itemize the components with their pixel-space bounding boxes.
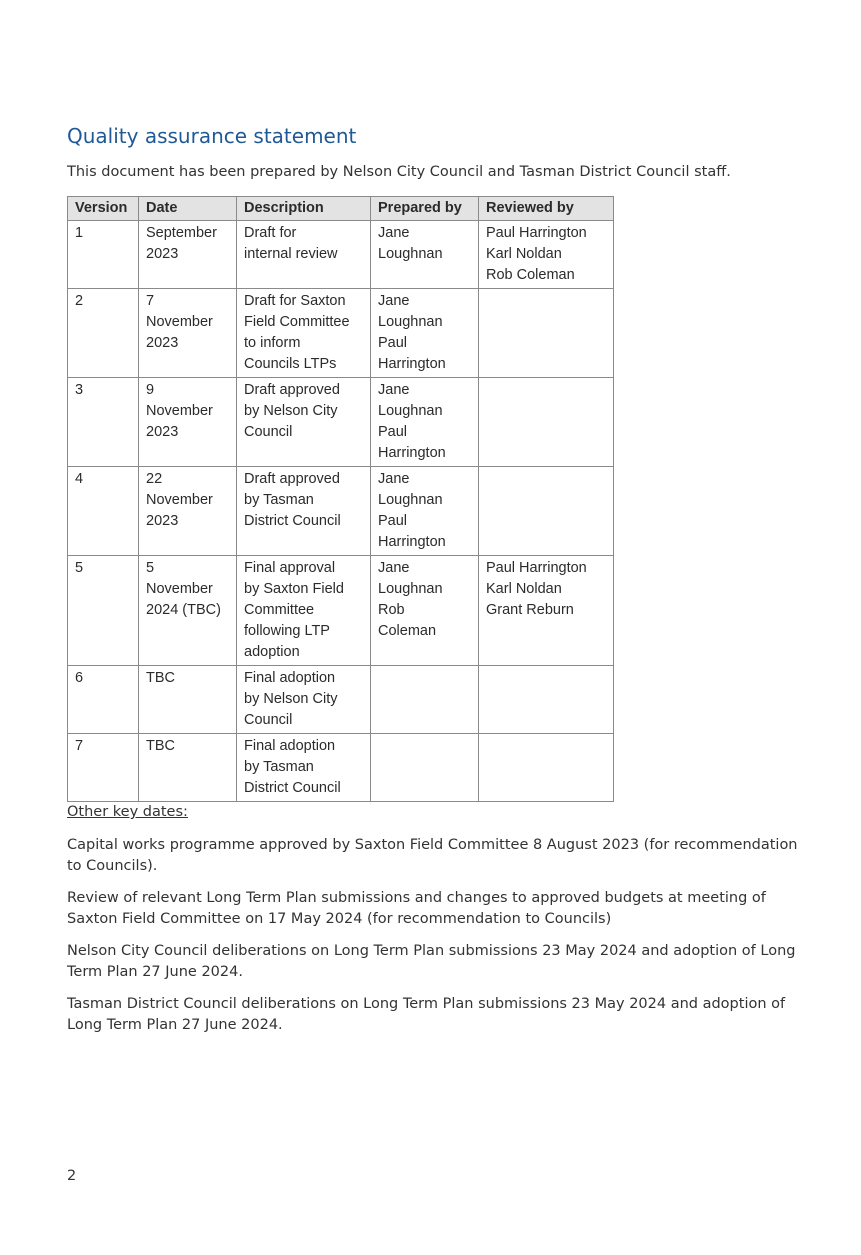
- cell-description-line: Council: [244, 712, 293, 728]
- header-version: Version: [68, 197, 139, 221]
- key-date-item: Tasman District Council deliberations on Long Term Plan submissions 23 May 2024 and adoption of Long Term Plan 27 June 2024.: [67, 996, 786, 1033]
- key-dates-section: [67, 802, 807, 1047]
- cell-reviewed-by: [479, 221, 614, 289]
- cell-version: 3: [68, 378, 139, 467]
- cell-date-line: 2023: [146, 513, 179, 529]
- page-title: Quality assurance statement: [67, 124, 357, 148]
- cell-description-line: by Saxton Field: [244, 581, 344, 597]
- cell-prepared-by-line: Jane: [378, 225, 410, 241]
- cell-prepared-by-line: Loughnan: [378, 403, 443, 419]
- cell-prepared-by: [371, 221, 479, 289]
- cell-description: [237, 289, 371, 378]
- table-header-row: [68, 197, 614, 221]
- cell-description-line: by Nelson City: [244, 403, 338, 419]
- cell-description-line: Draft for Saxton: [244, 293, 346, 309]
- cell-description-line: District Council: [244, 513, 341, 529]
- cell-description: [237, 221, 371, 289]
- key-date-item: Review of relevant Long Term Plan submissions and changes to approved budgets at meeting of Saxton Field Committee on 17 May 2024 (for recommendation to Councils): [67, 890, 766, 927]
- cell-prepared-by: [371, 467, 479, 556]
- cell-description-line: Draft for: [244, 225, 297, 241]
- cell-prepared-by-line: Loughnan: [378, 246, 443, 262]
- quality-assurance-table: [67, 196, 614, 802]
- cell-prepared-by-line: Harrington: [378, 534, 446, 550]
- cell-date: [139, 467, 237, 556]
- cell-prepared-by: [371, 289, 479, 378]
- cell-prepared-by: [371, 378, 479, 467]
- cell-date-line: November: [146, 492, 213, 508]
- cell-date-line: November: [146, 581, 213, 597]
- cell-prepared-by-line: Jane: [378, 471, 410, 487]
- cell-date-line: November: [146, 403, 213, 419]
- cell-prepared-by: [371, 556, 479, 666]
- cell-reviewed-by: [479, 467, 614, 556]
- header-prepared-by: Prepared by: [371, 197, 479, 221]
- cell-date: [139, 734, 237, 802]
- cell-date: [139, 378, 237, 467]
- cell-description-line: District Council: [244, 780, 341, 796]
- cell-description-line: by Tasman: [244, 492, 314, 508]
- cell-description: [237, 734, 371, 802]
- cell-description: [237, 467, 371, 556]
- table-row: [68, 289, 614, 378]
- cell-prepared-by-line: Loughnan: [378, 492, 443, 508]
- key-date-item: Capital works programme approved by Saxton Field Committee 8 August 2023 (for recommendation to Councils).: [67, 837, 798, 874]
- cell-date-line: 2024 (TBC): [146, 602, 221, 618]
- cell-date-line: November: [146, 314, 213, 330]
- cell-description-line: by Nelson City: [244, 691, 338, 707]
- cell-date: [139, 556, 237, 666]
- cell-description-line: Council: [244, 424, 293, 440]
- table-row: [68, 221, 614, 289]
- cell-description-line: internal review: [244, 246, 338, 262]
- cell-reviewed-by-line: Paul Harrington: [486, 225, 587, 241]
- cell-date-line: TBC: [146, 670, 175, 686]
- cell-date: [139, 289, 237, 378]
- cell-date-line: 2023: [146, 424, 179, 440]
- cell-date-line: TBC: [146, 738, 175, 754]
- cell-description-line: following LTP: [244, 623, 330, 639]
- cell-description: [237, 378, 371, 467]
- cell-reviewed-by: [479, 378, 614, 467]
- table-row: [68, 734, 614, 802]
- cell-description: [237, 556, 371, 666]
- cell-reviewed-by-line: Karl Noldan: [486, 246, 562, 262]
- cell-date-line: 2023: [146, 335, 179, 351]
- header-reviewed-by: Reviewed by: [479, 197, 614, 221]
- cell-date-line: 9: [146, 382, 155, 398]
- cell-version: 2: [68, 289, 139, 378]
- cell-prepared-by: [371, 734, 479, 802]
- cell-description-line: Final approval: [244, 560, 336, 576]
- cell-version: 4: [68, 467, 139, 556]
- cell-date-line: 7: [146, 293, 155, 309]
- header-date: Date: [139, 197, 237, 221]
- table-row: [68, 467, 614, 556]
- cell-version: 5: [68, 556, 139, 666]
- cell-prepared-by-line: Loughnan: [378, 314, 443, 330]
- cell-description-line: Field Committee: [244, 314, 350, 330]
- cell-description-line: adoption: [244, 644, 300, 660]
- key-date-item: Nelson City Council deliberations on Long Term Plan submissions 23 May 2024 and adoption of Long Term Plan 27 June 2024.: [67, 943, 796, 980]
- cell-description-line: to inform: [244, 335, 301, 351]
- cell-prepared-by-line: Paul: [378, 424, 408, 440]
- key-dates-list: [67, 835, 807, 1035]
- cell-prepared-by-line: Jane: [378, 382, 410, 398]
- intro-text: This document has been prepared by Nelson City Council and Tasman District Council staff.: [67, 164, 731, 180]
- page-number: 2: [67, 1168, 77, 1184]
- cell-reviewed-by-line: Rob Coleman: [486, 267, 575, 283]
- cell-prepared-by-line: Jane: [378, 293, 410, 309]
- cell-description-line: Committee: [244, 602, 315, 618]
- cell-description-line: Draft approved: [244, 382, 340, 398]
- cell-date: [139, 221, 237, 289]
- cell-date-line: 5: [146, 560, 155, 576]
- cell-prepared-by-line: Paul: [378, 335, 408, 351]
- table-row: [68, 666, 614, 734]
- cell-description-line: Councils LTPs: [244, 356, 337, 372]
- cell-reviewed-by-line: Paul Harrington: [486, 560, 587, 576]
- cell-prepared-by-line: Harrington: [378, 445, 446, 461]
- cell-prepared-by-line: Loughnan: [378, 581, 443, 597]
- key-dates-heading: Other key dates:: [67, 804, 188, 820]
- cell-reviewed-by: [479, 734, 614, 802]
- cell-date-line: 22: [146, 471, 163, 487]
- cell-prepared-by-line: Paul: [378, 513, 408, 529]
- cell-description-line: Final adoption: [244, 670, 336, 686]
- cell-reviewed-by: [479, 556, 614, 666]
- cell-reviewed-by-line: Grant Reburn: [486, 602, 574, 618]
- cell-prepared-by-line: Harrington: [378, 356, 446, 372]
- cell-reviewed-by: [479, 666, 614, 734]
- cell-prepared-by-line: Rob: [378, 602, 405, 618]
- table-body: [68, 221, 614, 802]
- cell-version: 1: [68, 221, 139, 289]
- table-row: [68, 378, 614, 467]
- cell-date: [139, 666, 237, 734]
- cell-description: [237, 666, 371, 734]
- header-description: Description: [237, 197, 371, 221]
- cell-prepared-by-line: Jane: [378, 560, 410, 576]
- cell-description-line: by Tasman: [244, 759, 314, 775]
- cell-description-line: Draft approved: [244, 471, 340, 487]
- cell-date-line: September: [146, 225, 217, 241]
- cell-prepared-by: [371, 666, 479, 734]
- cell-version: 7: [68, 734, 139, 802]
- cell-date-line: 2023: [146, 246, 179, 262]
- cell-prepared-by-line: Coleman: [378, 623, 437, 639]
- cell-description-line: Final adoption: [244, 738, 336, 754]
- cell-reviewed-by-line: Karl Noldan: [486, 581, 562, 597]
- cell-version: 6: [68, 666, 139, 734]
- cell-reviewed-by: [479, 289, 614, 378]
- table-row: [68, 556, 614, 666]
